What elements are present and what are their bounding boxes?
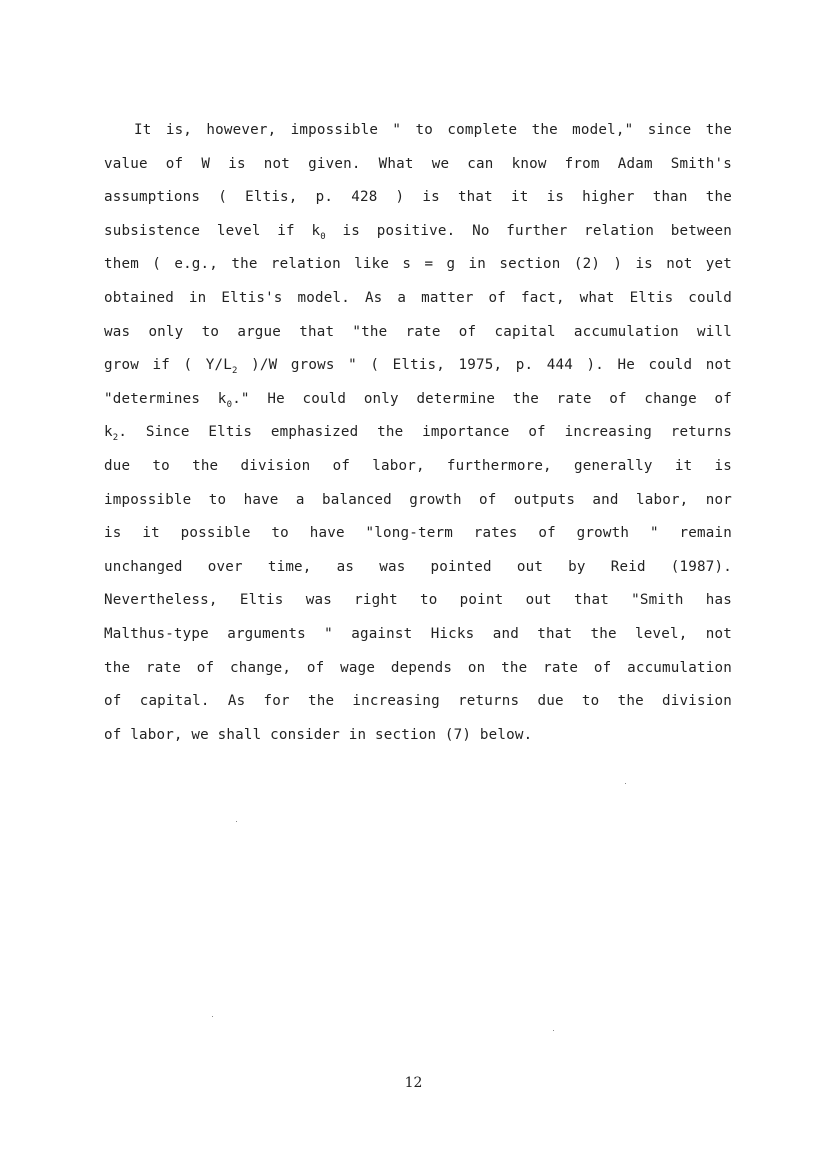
text-run: k: [104, 424, 113, 441]
body-paragraph: [104, 116, 732, 754]
text-run: assumptions ( Eltis, p. 428 ) is that it is higher than the: [104, 189, 732, 206]
text-run: It is, however, impossible " to complete the model," since the: [134, 122, 732, 138]
text-line: [104, 284, 732, 318]
text-run: them ( e.g., the relation like s = g in section (2) ) is not yet: [104, 256, 732, 273]
text-run: due to the division of labor, furthermore, generally it is: [104, 457, 732, 474]
scan-speck: [553, 1030, 554, 1031]
subscript: 2: [112, 433, 119, 444]
text-run: of capital. As for the increasing returns due to the division: [104, 693, 732, 710]
text-line: [104, 452, 732, 486]
text-line: [104, 654, 732, 688]
text-run: Nevertheless, Eltis was right to point out that "Smith has: [104, 592, 732, 609]
subscript: 2: [231, 366, 238, 377]
text-line: [104, 217, 732, 251]
text-run: of labor, we shall consider in section (7) below.: [104, 726, 533, 743]
text-line: [104, 183, 732, 217]
text-line: [104, 620, 732, 654]
text-line: [104, 116, 732, 150]
text-line: [104, 250, 732, 284]
text-run: impossible to have a balanced growth of outputs and labor, nor: [104, 491, 732, 508]
text-run: is it possible to have "long-term rates of growth " remain: [104, 525, 732, 542]
text-line: [104, 385, 732, 419]
text-run: grow if ( Y/L: [104, 357, 232, 374]
text-run: unchanged over time, as was pointed out by Reid (1987).: [104, 558, 732, 575]
subscript: 0: [320, 231, 326, 242]
text-run: "determines k: [104, 390, 227, 407]
subscript: 0: [226, 399, 233, 410]
text-run: value of W is not given. What we can know from Adam Smith's: [104, 155, 732, 172]
text-run: )/W grows " ( Eltis, 1975, p. 444 ). He could not: [237, 357, 732, 374]
text-line: [104, 721, 732, 755]
text-line: [104, 418, 732, 452]
scan-speck: [212, 1016, 213, 1017]
text-line: [104, 318, 732, 352]
text-line: [104, 486, 732, 520]
text-line: [104, 150, 732, 184]
scan-speck: [625, 783, 626, 784]
text-run: . Since Eltis emphasized the importance of increasing returns: [118, 424, 732, 441]
text-line: [104, 519, 732, 553]
text-line: [104, 586, 732, 620]
text-run: Malthus-type arguments " against Hicks and that the level, not: [104, 625, 732, 642]
text-run: was only to argue that "the rate of capital accumulation will: [104, 323, 732, 340]
text-run: the rate of change, of wage depends on the rate of accumulation: [104, 659, 732, 676]
text-line: [104, 351, 732, 385]
text-run: is positive. No further relation between: [325, 222, 732, 239]
text-run: subsistence level if k: [104, 222, 321, 239]
text-run: ." He could only determine the rate of change of: [232, 390, 732, 407]
text-line: [104, 687, 732, 721]
scan-speck: [236, 821, 237, 822]
text-run: obtained in Eltis's model. As a matter of fact, what Eltis could: [104, 289, 732, 306]
text-line: [104, 553, 732, 587]
page-number: 12: [404, 1075, 423, 1091]
